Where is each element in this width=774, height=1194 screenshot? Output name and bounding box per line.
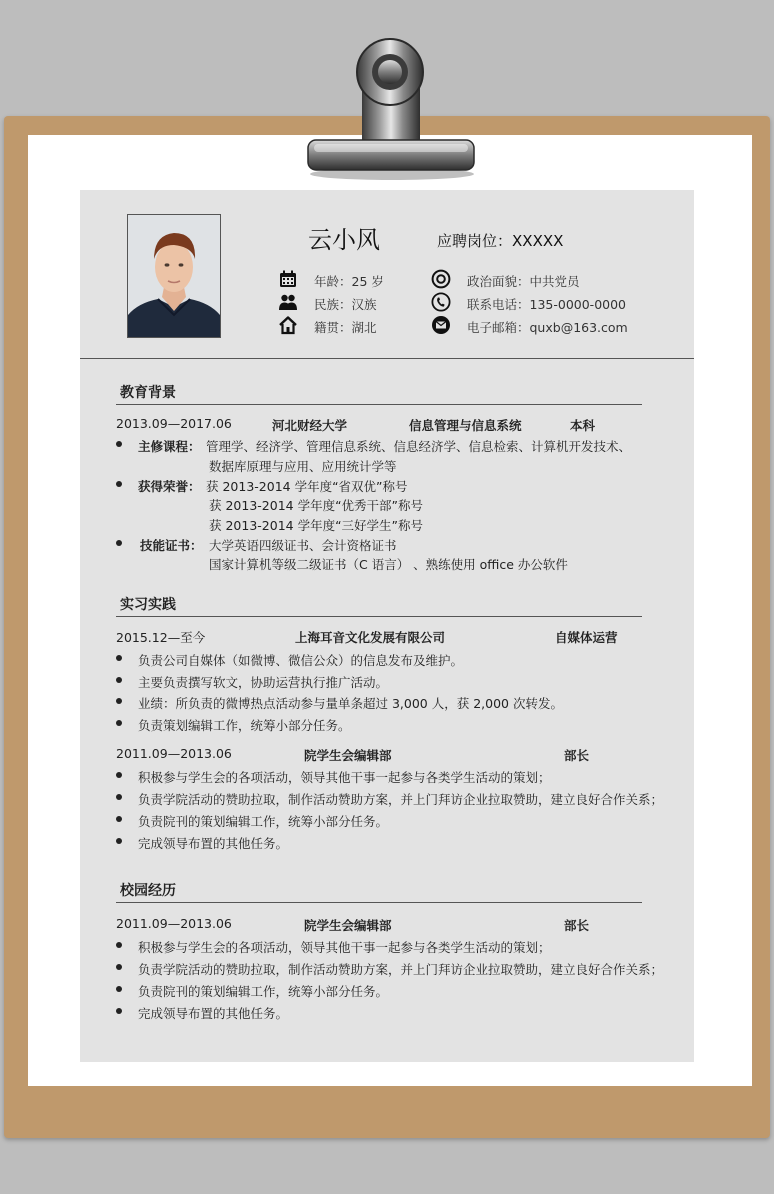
job1-company: 上海耳音文化发展有限公司 bbox=[295, 630, 446, 645]
campus-role: 部长 bbox=[564, 918, 590, 933]
profile-photo bbox=[127, 214, 221, 338]
bullet-dot bbox=[116, 677, 122, 683]
mail-icon bbox=[431, 315, 451, 335]
job2-item-text: 完成领导布置的其他任务。 bbox=[138, 836, 289, 851]
bullet-dot bbox=[116, 441, 122, 447]
honors-line2: 获 2013-2014 学年度“优秀干部”称号 bbox=[209, 498, 424, 513]
job2-company: 院学生会编辑部 bbox=[304, 748, 392, 763]
job1-role: 自媒体运营 bbox=[555, 630, 618, 645]
courses-line1: 管理学、经济学、管理信息系统、信息经济学、信息检索、计算机开发技术、 bbox=[206, 439, 632, 454]
header-divider bbox=[80, 358, 694, 359]
position-applied bbox=[437, 230, 563, 251]
position-label: 应聘岗位： bbox=[437, 232, 513, 250]
binder-clip-icon bbox=[300, 24, 480, 180]
job1-item-text: 主要负责撰写软文，协助运营执行推广活动。 bbox=[138, 675, 389, 690]
education-title: 教育背景 bbox=[120, 385, 176, 401]
position-value: XXXXX bbox=[512, 232, 564, 250]
email-text: 电子邮箱：quxb@163.com bbox=[467, 320, 628, 335]
bullet-dot bbox=[116, 481, 122, 487]
ethnicity-text: 民族：汉族 bbox=[314, 297, 377, 312]
location-pin-icon bbox=[431, 269, 451, 289]
certs-label: 技能证书： bbox=[140, 538, 203, 553]
phone-text: 联系电话：135-0000-0000 bbox=[467, 297, 627, 312]
education-degree: 本科 bbox=[570, 418, 596, 433]
people-icon bbox=[278, 292, 298, 312]
campus-rule bbox=[116, 902, 642, 903]
campus-item-text: 积极参与学生会的各项活动，领导其他干事一起参与各类学生活动的策划； bbox=[138, 940, 551, 955]
bullet-dot bbox=[116, 942, 122, 948]
bullet-dot bbox=[116, 1008, 122, 1014]
honors-label: 获得荣誉： bbox=[138, 479, 201, 494]
education-rule bbox=[116, 404, 642, 405]
bullet-dot bbox=[116, 772, 122, 778]
politics-text: 政治面貌：中共党员 bbox=[467, 274, 580, 289]
honors-line3: 获 2013-2014 学年度“三好学生”称号 bbox=[209, 518, 424, 533]
candidate-name: 云小风 bbox=[308, 226, 380, 254]
job2-role: 部长 bbox=[564, 748, 590, 763]
hometown-text: 籍贯：湖北 bbox=[314, 320, 377, 335]
job2-item-text: 积极参与学生会的各项活动，领导其他干事一起参与各类学生活动的策划； bbox=[138, 770, 551, 785]
internship-rule bbox=[116, 616, 642, 617]
resume-sheet bbox=[80, 190, 694, 1062]
job1-item-text: 业绩：所负责的微博热点活动参与量单条超过 3,000 人，获 2,000 次转发。 bbox=[138, 696, 563, 711]
job2-item-text: 负责学院活动的赞助拉取，制作活动赞助方案，并上门拜访企业拉取赞助，建立良好合作关系； bbox=[138, 792, 664, 807]
courses-line2: 数据库原理与应用、应用统计学等 bbox=[209, 459, 397, 474]
home-icon bbox=[278, 315, 298, 335]
honors-line1: 获 2013-2014 学年度“省双优”称号 bbox=[206, 479, 408, 494]
certs-line2: 国家计算机等级二级证书（C 语言） 、熟练使用 office 办公软件 bbox=[209, 557, 568, 572]
education-period: 2013.09—2017.06 bbox=[116, 416, 232, 431]
bullet-dot bbox=[116, 720, 122, 726]
job1-item-text: 负责公司自媒体（如微博、微信公众）的信息发布及维护。 bbox=[138, 653, 464, 668]
bullet-dot bbox=[116, 698, 122, 704]
job2-item-text: 负责院刊的策划编辑工作，统筹小部分任务。 bbox=[138, 814, 389, 829]
bullet-dot bbox=[116, 964, 122, 970]
job2-period: 2011.09—2013.06 bbox=[116, 746, 232, 761]
job1-item-text: 负责策划编辑工作，统筹小部分任务。 bbox=[138, 718, 351, 733]
education-major: 信息管理与信息系统 bbox=[409, 418, 522, 433]
campus-period: 2011.09—2013.06 bbox=[116, 916, 232, 931]
courses-label: 主修课程： bbox=[138, 439, 201, 454]
internship-title: 实习实践 bbox=[120, 597, 176, 613]
campus-item-text: 负责学院活动的赞助拉取，制作活动赞助方案，并上门拜访企业拉取赞助，建立良好合作关系； bbox=[138, 962, 664, 977]
bullet-dot bbox=[116, 794, 122, 800]
job1-period: 2015.12—至今 bbox=[116, 630, 206, 645]
bullet-dot bbox=[116, 540, 122, 546]
bullet-dot bbox=[116, 986, 122, 992]
campus-item-text: 负责院刊的策划编辑工作，统筹小部分任务。 bbox=[138, 984, 389, 999]
phone-icon bbox=[431, 292, 451, 312]
campus-item-text: 完成领导布置的其他任务。 bbox=[138, 1006, 289, 1021]
bullet-dot bbox=[116, 838, 122, 844]
certs-line1: 大学英语四级证书、会计资格证书 bbox=[209, 538, 397, 553]
education-school: 河北财经大学 bbox=[272, 418, 348, 433]
campus-company: 院学生会编辑部 bbox=[304, 918, 392, 933]
calendar-icon bbox=[278, 269, 298, 289]
age-text: 年龄：25 岁 bbox=[314, 274, 384, 289]
avatar-portrait-icon bbox=[128, 215, 220, 337]
bullet-dot bbox=[116, 816, 122, 822]
bullet-dot bbox=[116, 655, 122, 661]
campus-title: 校园经历 bbox=[120, 883, 176, 899]
